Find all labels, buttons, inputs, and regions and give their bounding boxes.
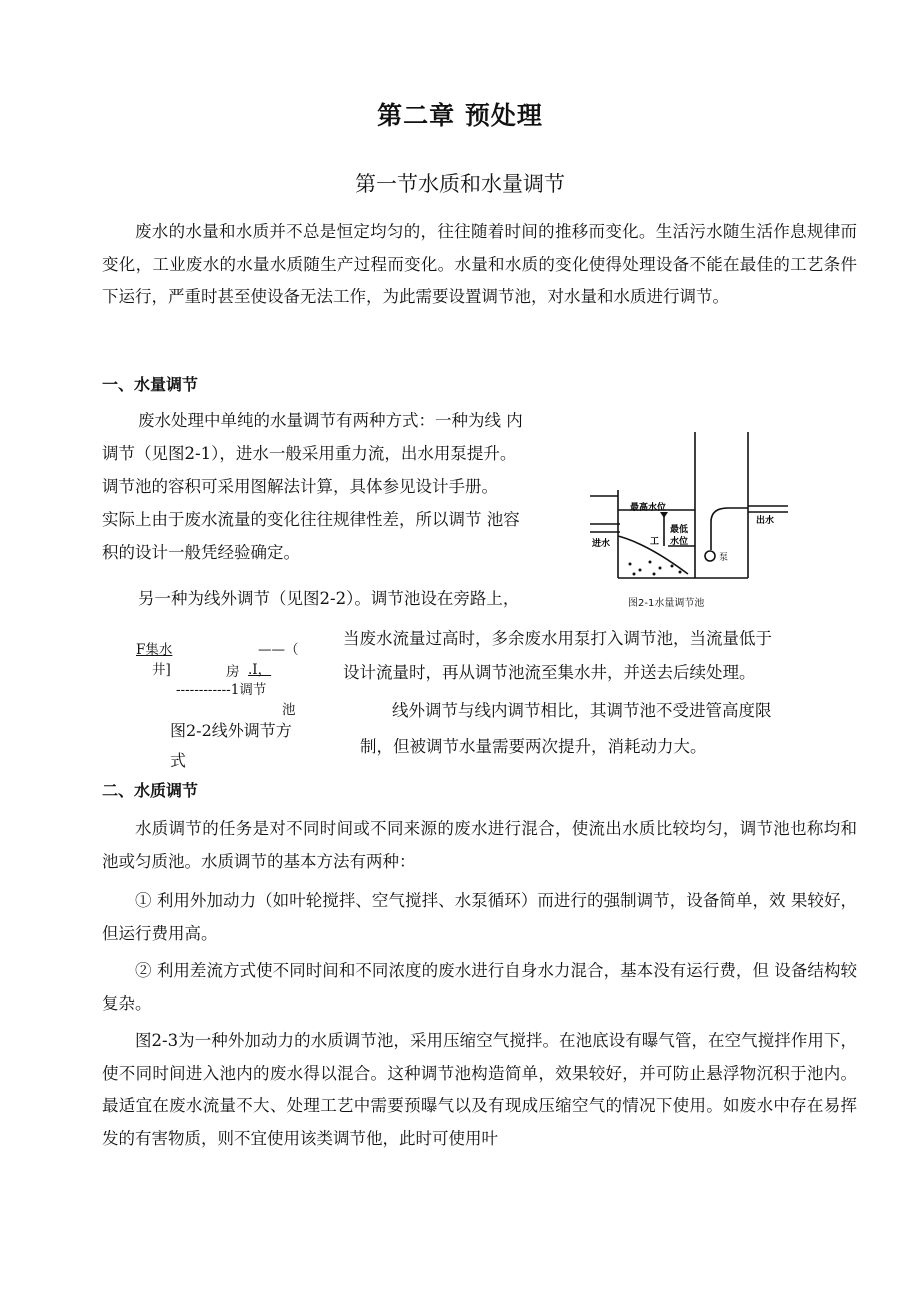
chapter-title: 第二章 预处理 [377,101,543,130]
caption-line: 式 [170,751,187,770]
fig2-text: .I， [248,662,272,678]
figure-2-1-diagram [588,428,858,618]
fig2-text: 井] [152,662,171,678]
fig2-text: F集水 [136,642,173,658]
heading-water-quantity: 一、水量调节 [102,375,199,394]
fig2-text: ------------1调节 [176,682,267,698]
quality-paragraph-1: 水质调节的任务是对不同时间或不同来源的废水进行混合，使流出水质比较均匀，调节池也称均和池或匀质池。水质调节的基本方法有两种： [102,819,857,871]
quality-paragraph-3: ② 利用差流方式使不同时间和不同浓度的废水进行自身水力混合，基本没有运行费，但 设备结构较复杂。 [102,961,857,1013]
section-title: 第一节水质和水量调节 [355,172,565,196]
quality-paragraph-4: 图2-3为一种外加动力的水质调节池，采用压缩空气搅拌。在池底设有曝气管，在空气搅拌作用下，使不同时间进入池内的废水得以混合。这种调节池构造简单，效果较好，并可防止悬浮物沉积于池内。最适宜在废水流量不大、处理工艺中需要预曝气以及有现成压缩空气的情况下使用。如废水中存在易挥发的有害物质，则不宜使用该类调节他，此时可使用叶 [102,1031,857,1148]
text-line: 线外调节与线内调节相比，其调节池不受进管高度限 [392,701,772,720]
text-line: 当废水流量过高时，多余废水用泵打入调节池，当流量低于 [343,629,772,648]
quality-paragraph-2: ① 利用外加动力（如叶轮搅拌、空气搅拌、水泵循环）而进行的强制调节，设备简单，效 果较好，但运行费用高。 [102,891,857,943]
intro-paragraph: 废水的水量和水质并不总是恒定均匀的，往往随着时间的推移而变化。生活污水随生活作息规律而变化，工业废水的水量水质随生产过程而变化。水量和水质的变化使得处理设备不能在最佳的工艺条件下运行，严重时甚至使设备无法工作，为此需要设置调节池，对水量和水质进行调节。 [102,222,857,306]
pump-label: 泵 [719,553,729,563]
outflow-label: 出水 [756,516,775,526]
figure-2-2-diagram [120,638,330,718]
figure-2-1-caption: 图2-1水量调节池 [628,598,705,609]
figure-2-2-caption [170,716,320,776]
fig2-text: 房 [226,664,240,680]
text-line: 制，但被调节水量需要两次提升，消耗动力大。 [360,737,707,756]
text-line: 调节（见图2-1），进水一般采用重力流，出水用泵提升。 [102,444,517,463]
min-level-label-2: 水位 [670,537,689,547]
caption-line: 图2-2线外调节方 [170,721,292,740]
max-level-label: 最高水位 [630,503,667,513]
work-label: 工 [650,537,660,547]
fig2-text: 池 [282,702,296,718]
text-line: 废水处理中单纯的水量调节有两种方式：一种为线 内 [138,411,523,430]
heading-water-quality: 二、水质调节 [102,781,199,800]
text-line: 另一种为线外调节（见图2-2）。调节池设在旁路上， [138,589,520,608]
inflow-label: 进水 [592,539,611,549]
text-line: 调节池的容积可采用图解法计算，具体参见设计手册。 [102,477,498,496]
text-line: 设计流量时，再从调节池流至集水井，并送去后续处理。 [343,663,756,682]
fig2-text: ——（ [258,642,299,658]
text-line: 实际上由于废水流量的变化往往规律性差，所以调节 池容 [102,510,520,529]
text-line: 积的设计一般凭经验确定。 [102,543,300,562]
min-level-label-1: 最低 [670,525,689,535]
